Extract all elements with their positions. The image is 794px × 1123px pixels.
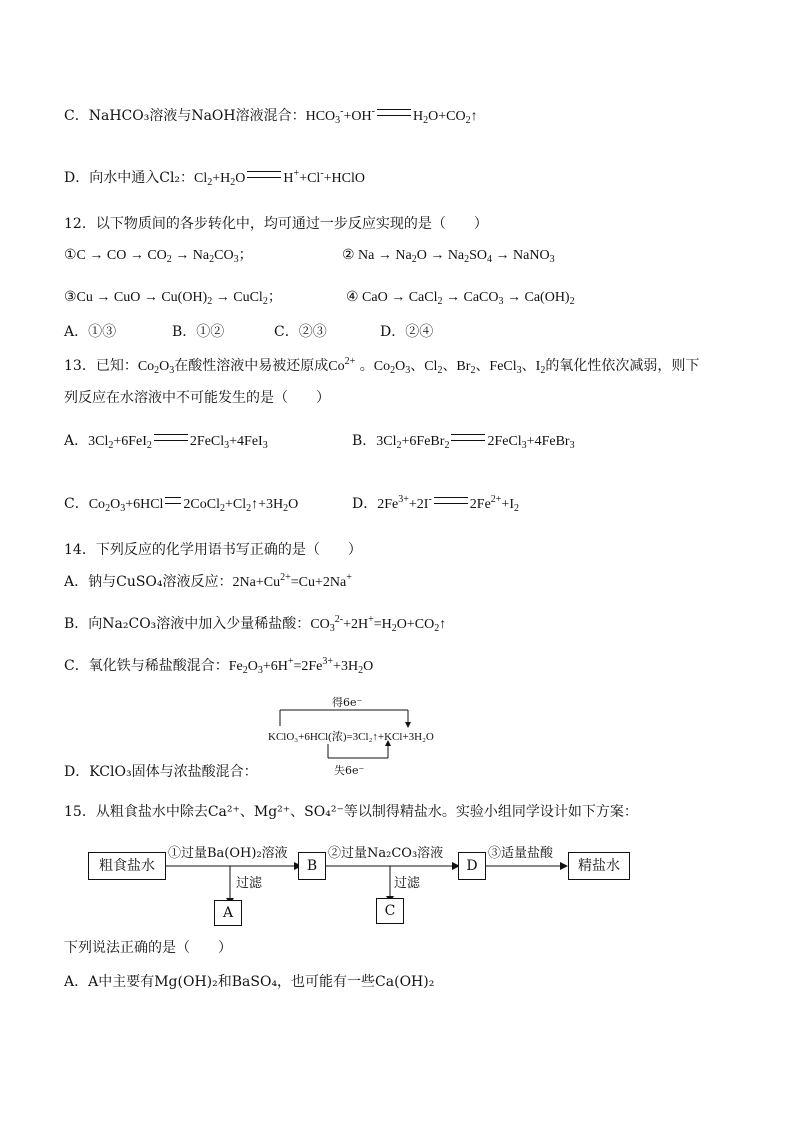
q15-question: 下列说法正确的是（ ）: [64, 940, 232, 956]
q12-route-1: ①C → CO → $CO_2 \to Na_2CO_3$；: [64, 248, 253, 265]
electron-transfer-equation: KClO₃+6HCl(浓)=3Cl₂↑+KCl+3H₂O: [268, 731, 434, 743]
q11-c-text: NaHCO₃溶液与NaOH溶液混合：: [88, 108, 306, 124]
q14-option-b: B．向Na₂CO₃溶液中加入少量稀盐酸：$CO_3^{2-}+2H^+=H_2O+CO_2↑$: [64, 614, 447, 634]
flow-step-3: ③适量盐酸: [488, 846, 554, 861]
q12-option-a: A．①③: [64, 324, 117, 340]
q12-route-4: ④ CaO → CaCl$_2$ → CaCO$_3$ → $Ca(OH)_2$: [346, 290, 575, 307]
q12-option-c: C．②③: [274, 324, 327, 340]
flow-filter-2: 过滤: [394, 876, 421, 891]
flow-step-2: ②过量Na₂CO₃溶液: [328, 846, 444, 861]
q11-d-text: 向水中通入Cl₂：: [89, 170, 195, 186]
q13-option-a: A．$3Cl_2+6FeI_2$ 2FeCl$_3$+4FeI$_3$: [64, 433, 268, 451]
q13-stem-line1: 13．已知：$Co_2O_3$在酸性溶液中易被还原成$Co^{2+}$ 。$Co_2O_3$、$Cl_2$、$Br_2$、FeCl$_3$、$I_2$的氧化性依次减弱，则下: [64, 356, 700, 376]
q15-stem: 15．从粗食盐水中除去Ca²⁺、Mg²⁺、SO₄²⁻等以制得精盐水。实验小组同学设计如下方案：: [64, 804, 638, 820]
q12-route-3: ③Cu → CuO → $Cu(OH)_2$ → CuCl$_2$；: [64, 290, 282, 307]
option-label: D．: [64, 170, 90, 186]
flow-box-d: D: [458, 852, 486, 880]
q12-option-d: D．②④: [380, 324, 434, 340]
q12-options: [64, 322, 433, 342]
q14-option-a: A．钠与CuSO₄溶液反应：$2Na+Cu^{2+}=Cu+2Na^+$: [64, 572, 352, 590]
q13-stem-part: 13．已知：: [64, 358, 138, 374]
option-label: C．: [64, 496, 89, 512]
option-label: C．: [64, 108, 89, 124]
q13-option-c: C．$Co_2O_3+6HCl$ $2CoCl_2+Cl_2↑+3H_2O$: [64, 496, 299, 514]
q11-option-d: [64, 168, 365, 189]
q13-option-d: D．$2Fe^{3+}+2I^-$ $2Fe^{2+}+I_2$: [352, 494, 519, 514]
q15-option-a: A．A中主要有Mg(OH)₂和BaSO₄，也可能有一些Ca(OH)₂: [64, 974, 435, 990]
flow-box-crude-brine: 粗食盐水: [88, 852, 166, 880]
q14-c-text: C．氧化铁与稀盐酸混合：: [64, 658, 229, 674]
q12-option-b: B．①②: [172, 324, 225, 340]
q14-option-c: C．氧化铁与稀盐酸混合：$Fe_2O_3+6H^+=2Fe^{3+}+3H_2O$: [64, 656, 374, 676]
flow-box-refined-brine: 精盐水: [568, 852, 630, 880]
q12-stem: 12．以下物质间的各步转化中，均可通过一步反应实现的是（ ）: [64, 216, 488, 232]
q14-option-d: D．KClO₃固体与浓盐酸混合：: [64, 764, 258, 780]
q13-stem-line2: 列反应在水溶液中不可能发生的是（ ）: [64, 390, 330, 406]
option-label: D．: [352, 496, 378, 512]
q14-stem: 14．下列反应的化学用语书写正确的是（ ）: [64, 542, 362, 558]
flow-box-c: C: [376, 898, 404, 924]
q14-b-text: B．向Na₂CO₃溶液中加入少量稀盐酸：: [64, 616, 311, 632]
flow-box-a: A: [214, 900, 242, 926]
electron-gain-label: 得6e⁻: [332, 696, 363, 709]
option-label: A．: [64, 433, 89, 449]
q13-stem-part: 在酸性溶液中易被还原成: [174, 358, 329, 374]
q12-route-2: ② $Na \to Na_2O \to Na_2SO_4$ → NaNO$_3$: [342, 248, 555, 265]
q13-stem-part: 的氧化性依次减弱，则下: [545, 358, 700, 374]
flow-filter-1: 过滤: [236, 876, 263, 891]
q11-d-equation: $Cl_2+H_2O$ H++Cl-+HClO: [194, 168, 365, 188]
q11-c-equation: $HCO_3^-+OH^-$ $H_2O+CO_2↑$: [305, 106, 478, 126]
q11-option-c: [64, 106, 478, 127]
flow-box-b: B: [298, 852, 326, 880]
flow-step-1: ①过量Ba(OH)₂溶液: [168, 846, 288, 861]
q14-a-text: A．钠与CuSO₄溶液反应：: [64, 574, 233, 590]
option-label: B．: [352, 433, 377, 449]
electron-loss-label: 失6e⁻: [334, 764, 365, 777]
q13-option-b: B．$3Cl_2+6FeBr_2$ 2FeCl$_3$+4FeBr$_3$: [352, 433, 575, 451]
